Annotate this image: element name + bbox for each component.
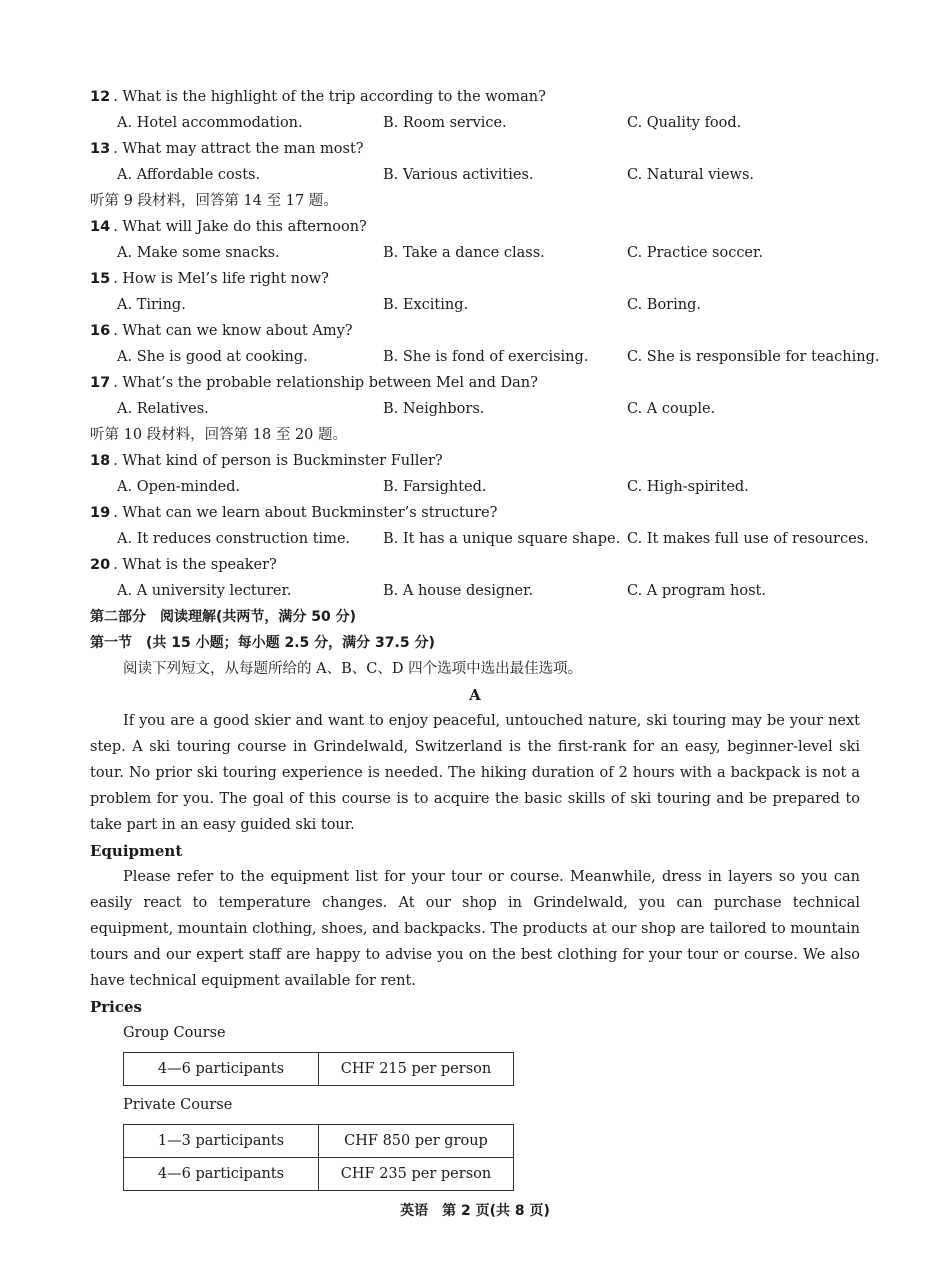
question-stem: . What kind of person is Buckminster Fuller?	[113, 453, 443, 469]
question-14	[90, 214, 860, 240]
option-c: C. Natural views.	[627, 167, 754, 183]
question-18-options	[90, 474, 860, 500]
option-c: C. High-spirited.	[627, 479, 749, 495]
question-number: 19	[90, 505, 111, 521]
question-19-options	[90, 526, 869, 552]
question-number: 12	[90, 89, 111, 105]
option-c: C. Practice soccer.	[627, 245, 763, 261]
prices-heading: Prices	[90, 998, 143, 1016]
option-c: C. Boring.	[627, 297, 701, 313]
part-2-title: 第二部分 阅读理解(共两节，满分 50 分)	[90, 609, 357, 625]
question-17	[90, 370, 860, 396]
question-16-options	[90, 344, 880, 370]
question-number: 16	[90, 323, 111, 339]
option-b: B. Farsighted.	[383, 479, 487, 495]
question-number: 17	[90, 375, 111, 391]
question-14-options	[90, 240, 860, 266]
option-b: B. A house designer.	[383, 583, 534, 599]
table-row	[124, 1053, 514, 1086]
question-stem: . What is the highlight of the trip according to the woman?	[113, 89, 546, 105]
question-12-options	[90, 110, 860, 136]
group-course-table	[123, 1052, 514, 1086]
group-course-label: Group Course	[123, 1025, 226, 1041]
question-20-options	[90, 578, 860, 604]
option-a: A. Open-minded.	[117, 479, 241, 495]
option-b: B. Take a dance class.	[383, 245, 545, 261]
material-10-note: 听第 10 段材料，回答第 18 至 20 题。	[90, 427, 348, 443]
table-cell-price: CHF 215 per person	[319, 1053, 514, 1086]
table-cell-price: CHF 235 per person	[319, 1158, 514, 1191]
option-b: B. She is fond of exercising.	[383, 349, 589, 365]
option-b: B. Neighbors.	[383, 401, 485, 417]
option-c: C. Quality food.	[627, 115, 742, 131]
table-row	[124, 1158, 514, 1191]
question-stem: . What can we know about Amy?	[113, 323, 353, 339]
question-number: 14	[90, 219, 111, 235]
question-20	[90, 552, 860, 578]
question-stem: . What can we learn about Buckminster’s structure?	[113, 505, 498, 521]
option-c: C. A couple.	[627, 401, 716, 417]
question-number: 18	[90, 453, 111, 469]
table-cell-participants: 4—6 participants	[124, 1053, 319, 1086]
question-12	[90, 84, 860, 110]
question-15	[90, 266, 860, 292]
question-stem: . What will Jake do this afternoon?	[113, 219, 367, 235]
option-a: A. A university lecturer.	[117, 583, 292, 599]
equipment-heading: Equipment	[90, 842, 183, 860]
question-stem: . What’s the probable relationship between Mel and Dan?	[113, 375, 538, 391]
table-row	[124, 1125, 514, 1158]
option-c: C. She is responsible for teaching.	[627, 349, 880, 365]
question-13-options	[90, 162, 860, 188]
option-a: A. Relatives.	[117, 401, 209, 417]
passage-paragraph-1: If you are a good skier and want to enjoy peaceful, untouched nature, ski touring may be your next step. A ski touring course in Grindelwald, Switzerland is the first-rank for an easy, beginner-level ski tour. No prior ski touring experience is needed. The hiking duration of 2 hours with a backpack is not a problem for you. The goal of this course is to acquire the basic skills of ski touring and be prepared to take part in an easy guided ski tour.	[90, 713, 860, 833]
option-a: A. Tiring.	[117, 297, 186, 313]
question-number: 15	[90, 271, 111, 287]
option-a: A. Affordable costs.	[117, 167, 261, 183]
private-course-table	[123, 1124, 514, 1191]
question-stem: . How is Mel’s life right now?	[113, 271, 329, 287]
exam-page	[90, 84, 880, 1191]
private-course-label: Private Course	[123, 1097, 233, 1113]
table-cell-price: CHF 850 per group	[319, 1125, 514, 1158]
option-a: A. Make some snacks.	[117, 245, 280, 261]
table-cell-participants: 4—6 participants	[124, 1158, 319, 1191]
passage-paragraph-2: Please refer to the equipment list for your tour or course. Meanwhile, dress in layers so you can easily react to temperature changes. At our shop in Grindelwald, you can purchase technical equipment, mountain clothing, shoes, and backpacks. The products at our shop are tailored to mountain tours and our expert staff are happy to advise you on the best clothing for your tour or course. We also have technical equipment available for rent.	[90, 869, 860, 989]
reading-instruction: 阅读下列短文，从每题所给的 A、B、C、D 四个选项中选出最佳选项。	[123, 661, 583, 677]
material-9-note: 听第 9 段材料，回答第 14 至 17 题。	[90, 193, 338, 209]
question-15-options	[90, 292, 860, 318]
option-c: C. A program host.	[627, 583, 766, 599]
question-17-options	[90, 396, 860, 422]
table-cell-participants: 1—3 participants	[124, 1125, 319, 1158]
question-stem: . What is the speaker?	[113, 557, 277, 573]
option-b: B. Various activities.	[383, 167, 534, 183]
question-number: 13	[90, 141, 111, 157]
option-c: C. It makes full use of resources.	[627, 531, 869, 547]
question-13	[90, 136, 860, 162]
question-number: 20	[90, 557, 111, 573]
option-a: A. She is good at cooking.	[117, 349, 308, 365]
question-18	[90, 448, 860, 474]
question-16	[90, 318, 860, 344]
option-b: B. Exciting.	[383, 297, 469, 313]
question-19	[90, 500, 860, 526]
option-b: B. Room service.	[383, 115, 507, 131]
option-a: A. It reduces construction time.	[117, 531, 351, 547]
passage-title: A	[469, 686, 481, 704]
option-b: B. It has a unique square shape.	[383, 531, 621, 547]
option-a: A. Hotel accommodation.	[117, 115, 303, 131]
section-1-title: 第一节 (共 15 小题；每小题 2.5 分，满分 37.5 分)	[90, 635, 435, 651]
question-stem: . What may attract the man most?	[113, 141, 364, 157]
page-footer: 英语 第 2 页(共 8 页)	[400, 1203, 550, 1219]
